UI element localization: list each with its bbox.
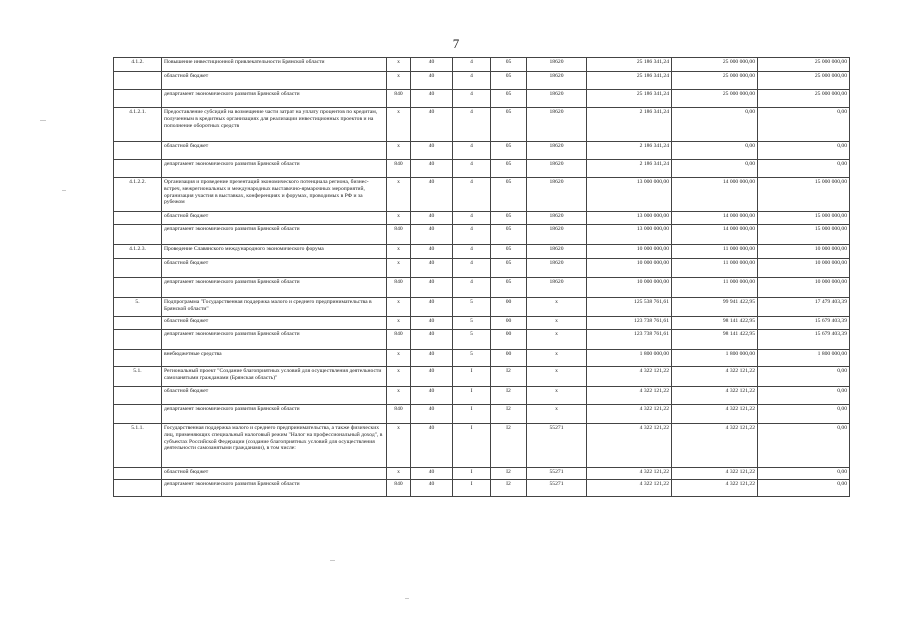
code-program: 40 [411, 424, 453, 468]
amount-year-3: 0,00 [758, 160, 850, 178]
code-direction: 18620 [527, 178, 587, 212]
code-subprogram: 4 [453, 58, 491, 72]
row-name: Подпрограмма "Государственная поддержка малого и среднего предпринимательства в Брянской области" [162, 298, 387, 317]
amount-year-3: 0,00 [758, 387, 850, 405]
amount-year-1: 10 000 000,00 [587, 278, 672, 298]
amount-year-1: 10 000 000,00 [587, 245, 672, 259]
code-program: 40 [411, 367, 453, 387]
scan-mark [62, 190, 66, 191]
row-name: областной бюджет [162, 72, 387, 90]
amount-year-1: 123 738 761,61 [587, 330, 672, 350]
row-name: Региональный проект "Создание благоприятных условий для осуществления деятельности самозанятыми гражданами (Брянская область)" [162, 367, 387, 387]
code-event: 05 [491, 178, 527, 212]
code-event: 05 [491, 259, 527, 278]
amount-year-3: 0,00 [758, 405, 850, 424]
code-program: 40 [411, 245, 453, 259]
code-program: 40 [411, 468, 453, 480]
code-direction: 18620 [527, 90, 587, 108]
amount-year-3: 10 000 000,00 [758, 278, 850, 298]
amount-year-1: 4 322 121,22 [587, 367, 672, 387]
code-glava: 840 [387, 330, 411, 350]
code-subprogram: 5 [453, 330, 491, 350]
code-event: 05 [491, 108, 527, 142]
amount-year-3: 15 000 000,00 [758, 212, 850, 225]
code-program: 40 [411, 259, 453, 278]
row-name: Повышение инвестиционной привлекательности Брянской области [162, 58, 387, 72]
amount-year-1: 13 000 000,00 [587, 178, 672, 212]
code-glava: 840 [387, 225, 411, 245]
table-row [114, 387, 850, 405]
amount-year-1: 2 186 341,24 [587, 142, 672, 160]
code-glava: х [387, 317, 411, 330]
amount-year-1: 25 186 341,24 [587, 72, 672, 90]
code-subprogram: 4 [453, 278, 491, 298]
code-glava: х [387, 468, 411, 480]
row-name: департамент экономического развития Брянской области [162, 160, 387, 178]
table-row [114, 259, 850, 278]
code-subprogram: 5 [453, 317, 491, 330]
row-name: областной бюджет [162, 212, 387, 225]
row-number [114, 330, 162, 350]
code-direction: 55271 [527, 424, 587, 468]
amount-year-3: 15 679 403,39 [758, 317, 850, 330]
row-number [114, 387, 162, 405]
table-row [114, 72, 850, 90]
budget-table [113, 57, 850, 497]
amount-year-2: 98 141 422,95 [672, 330, 758, 350]
amount-year-1: 25 186 341,24 [587, 90, 672, 108]
amount-year-2: 1 800 000,00 [672, 350, 758, 367]
amount-year-2: 25 000 000,00 [672, 58, 758, 72]
table-row [114, 212, 850, 225]
code-direction: х [527, 405, 587, 424]
code-subprogram: I [453, 405, 491, 424]
amount-year-1: 1 800 000,00 [587, 350, 672, 367]
amount-year-3: 10 000 000,00 [758, 259, 850, 278]
table-row [114, 468, 850, 480]
row-number [114, 160, 162, 178]
row-number [114, 480, 162, 497]
amount-year-2: 0,00 [672, 142, 758, 160]
code-direction: 18620 [527, 278, 587, 298]
amount-year-1: 2 186 341,24 [587, 108, 672, 142]
code-subprogram: 4 [453, 108, 491, 142]
code-subprogram: I [453, 424, 491, 468]
code-direction: х [527, 367, 587, 387]
row-name: департамент экономического развития Брянской области [162, 225, 387, 245]
row-name: департамент экономического развития Брянской области [162, 405, 387, 424]
row-number: 4.1.2.2. [114, 178, 162, 212]
amount-year-3: 10 000 000,00 [758, 245, 850, 259]
code-direction: х [527, 350, 587, 367]
code-event: 05 [491, 225, 527, 245]
code-event: 05 [491, 58, 527, 72]
code-direction: 18620 [527, 72, 587, 90]
code-event: 00 [491, 350, 527, 367]
code-event: 05 [491, 278, 527, 298]
code-glava: х [387, 259, 411, 278]
table-row [114, 108, 850, 142]
code-event: 05 [491, 245, 527, 259]
code-program: 40 [411, 317, 453, 330]
code-direction: 18620 [527, 245, 587, 259]
row-name: Проведение Славянского международного экономического форума [162, 245, 387, 259]
amount-year-1: 4 322 121,22 [587, 468, 672, 480]
code-event: 00 [491, 330, 527, 350]
code-program: 40 [411, 90, 453, 108]
row-name: департамент экономического развития Брянской области [162, 278, 387, 298]
table-row [114, 90, 850, 108]
code-event: 05 [491, 212, 527, 225]
amount-year-1: 125 538 761,61 [587, 298, 672, 317]
code-subprogram: 4 [453, 212, 491, 225]
row-name: департамент экономического развития Брянской области [162, 480, 387, 497]
code-event: I2 [491, 468, 527, 480]
amount-year-3: 15 000 000,00 [758, 225, 850, 245]
code-glava: х [387, 387, 411, 405]
amount-year-2: 4 322 121,22 [672, 468, 758, 480]
code-direction: х [527, 330, 587, 350]
code-direction: 18620 [527, 108, 587, 142]
code-direction: 18620 [527, 142, 587, 160]
row-number [114, 405, 162, 424]
amount-year-2: 4 322 121,22 [672, 424, 758, 468]
amount-year-2: 11 000 000,00 [672, 259, 758, 278]
code-program: 40 [411, 405, 453, 424]
table-row [114, 330, 850, 350]
code-event: I2 [491, 424, 527, 468]
code-event: 05 [491, 90, 527, 108]
amount-year-1: 13 000 000,00 [587, 225, 672, 245]
amount-year-1: 123 738 761,61 [587, 317, 672, 330]
amount-year-3: 25 000 000,00 [758, 58, 850, 72]
scan-mark [40, 120, 46, 121]
table-row [114, 278, 850, 298]
code-program: 40 [411, 178, 453, 212]
row-number: 4.1.2.3. [114, 245, 162, 259]
row-number: 4.1.2. [114, 58, 162, 72]
code-event: I2 [491, 387, 527, 405]
code-program: 40 [411, 350, 453, 367]
code-program: 40 [411, 108, 453, 142]
code-subprogram: I [453, 367, 491, 387]
amount-year-1: 4 322 121,22 [587, 480, 672, 497]
code-glava: х [387, 245, 411, 259]
code-program: 40 [411, 330, 453, 350]
amount-year-1: 13 000 000,00 [587, 212, 672, 225]
code-glava: х [387, 58, 411, 72]
table-row [114, 58, 850, 72]
amount-year-3: 25 000 000,00 [758, 90, 850, 108]
row-number [114, 278, 162, 298]
code-glava: х [387, 212, 411, 225]
code-direction: 55271 [527, 468, 587, 480]
code-program: 40 [411, 387, 453, 405]
code-subprogram: 4 [453, 259, 491, 278]
amount-year-3: 1 800 000,00 [758, 350, 850, 367]
row-number: 5.1.1. [114, 424, 162, 468]
amount-year-2: 0,00 [672, 108, 758, 142]
amount-year-3: 15 679 403,39 [758, 330, 850, 350]
table-row [114, 350, 850, 367]
code-direction: 18620 [527, 212, 587, 225]
code-glava: 840 [387, 480, 411, 497]
amount-year-2: 11 000 000,00 [672, 278, 758, 298]
table-row [114, 405, 850, 424]
amount-year-2: 4 322 121,22 [672, 367, 758, 387]
code-subprogram: I [453, 468, 491, 480]
amount-year-2: 4 322 121,22 [672, 387, 758, 405]
amount-year-3: 25 000 000,00 [758, 72, 850, 90]
amount-year-1: 2 186 341,24 [587, 160, 672, 178]
amount-year-1: 25 186 341,24 [587, 58, 672, 72]
amount-year-3: 0,00 [758, 480, 850, 497]
amount-year-2: 99 941 422,95 [672, 298, 758, 317]
code-glava: 840 [387, 405, 411, 424]
row-number [114, 468, 162, 480]
code-event: 05 [491, 160, 527, 178]
amount-year-2: 25 000 000,00 [672, 90, 758, 108]
code-direction: х [527, 317, 587, 330]
table-row [114, 245, 850, 259]
code-direction: 18620 [527, 58, 587, 72]
table-row [114, 298, 850, 317]
scan-mark [330, 560, 335, 561]
code-subprogram: 4 [453, 245, 491, 259]
code-program: 40 [411, 160, 453, 178]
row-name: областной бюджет [162, 468, 387, 480]
code-glava: х [387, 178, 411, 212]
code-program: 40 [411, 58, 453, 72]
amount-year-1: 4 322 121,22 [587, 424, 672, 468]
code-glava: 840 [387, 90, 411, 108]
amount-year-2: 25 000 000,00 [672, 72, 758, 90]
row-name: Организация и проведение презентаций экономического потенциала региона, бизнес-встреч, межрегиональных и международных выставочно-ярмарочных мероприятий, организация участия в выставках, конференциях и форумах, проводимых в РФ и за рубежом [162, 178, 387, 212]
table-row [114, 424, 850, 468]
code-program: 40 [411, 480, 453, 497]
amount-year-3: 15 000 000,00 [758, 178, 850, 212]
row-number [114, 317, 162, 330]
row-name: департамент экономического развития Брянской области [162, 330, 387, 350]
amount-year-3: 0,00 [758, 424, 850, 468]
code-program: 40 [411, 72, 453, 90]
code-glava: х [387, 298, 411, 317]
row-number [114, 259, 162, 278]
amount-year-2: 14 000 000,00 [672, 178, 758, 212]
code-subprogram: 4 [453, 178, 491, 212]
code-subprogram: I [453, 480, 491, 497]
code-subprogram: 4 [453, 160, 491, 178]
amount-year-2: 14 000 000,00 [672, 212, 758, 225]
code-program: 40 [411, 278, 453, 298]
code-event: 05 [491, 142, 527, 160]
amount-year-3: 0,00 [758, 367, 850, 387]
amount-year-2: 4 322 121,22 [672, 405, 758, 424]
code-subprogram: 5 [453, 298, 491, 317]
amount-year-2: 4 322 121,22 [672, 480, 758, 497]
row-name: областной бюджет [162, 317, 387, 330]
amount-year-2: 0,00 [672, 160, 758, 178]
amount-year-3: 17 479 403,39 [758, 298, 850, 317]
row-name: Предоставление субсидий на возмещение части затрат на уплату процентов по кредитам, полученным в кредитных организациях для реализации инвестиционных проектов и на пополнение оборотных средств [162, 108, 387, 142]
table-row [114, 160, 850, 178]
row-number [114, 72, 162, 90]
amount-year-1: 10 000 000,00 [587, 259, 672, 278]
code-subprogram: 5 [453, 350, 491, 367]
code-direction: 55271 [527, 480, 587, 497]
code-direction: х [527, 298, 587, 317]
row-number [114, 142, 162, 160]
row-number: 5. [114, 298, 162, 317]
amount-year-2: 11 000 000,00 [672, 245, 758, 259]
code-subprogram: 4 [453, 90, 491, 108]
code-glava: х [387, 350, 411, 367]
code-direction: 18620 [527, 160, 587, 178]
amount-year-1: 4 322 121,22 [587, 405, 672, 424]
code-event: 00 [491, 317, 527, 330]
amount-year-2: 14 000 000,00 [672, 225, 758, 245]
code-subprogram: 4 [453, 225, 491, 245]
row-name: областной бюджет [162, 259, 387, 278]
row-number [114, 90, 162, 108]
code-event: I2 [491, 480, 527, 497]
table-row [114, 317, 850, 330]
code-subprogram: I [453, 387, 491, 405]
code-glava: 840 [387, 278, 411, 298]
code-program: 40 [411, 225, 453, 245]
row-name: департамент экономического развития Брянской области [162, 90, 387, 108]
code-event: 05 [491, 72, 527, 90]
row-name: Государственная поддержка малого и среднего предпринимательства, а также физических лиц, применяющих специальный налоговый режим "Налог на профессиональный доход", в субъектах Российской Федерации (создание благоприятных условий для осуществления деятельности самозанятыми гражданами), в том числе: [162, 424, 387, 468]
row-name: областной бюджет [162, 387, 387, 405]
table-row [114, 480, 850, 497]
code-glava: х [387, 424, 411, 468]
table-row [114, 178, 850, 212]
page-number: 7 [452, 36, 460, 51]
amount-year-1: 4 322 121,22 [587, 387, 672, 405]
row-number: 5.1. [114, 367, 162, 387]
code-direction: 18620 [527, 259, 587, 278]
code-subprogram: 4 [453, 72, 491, 90]
code-event: I2 [491, 367, 527, 387]
amount-year-3: 0,00 [758, 142, 850, 160]
code-program: 40 [411, 212, 453, 225]
code-event: I2 [491, 405, 527, 424]
code-glava: х [387, 72, 411, 90]
amount-year-3: 0,00 [758, 468, 850, 480]
row-number [114, 350, 162, 367]
row-number [114, 212, 162, 225]
table-row [114, 367, 850, 387]
code-glava: х [387, 142, 411, 160]
amount-year-3: 0,00 [758, 108, 850, 142]
code-event: 00 [491, 298, 527, 317]
table-row [114, 142, 850, 160]
amount-year-2: 98 141 422,95 [672, 317, 758, 330]
code-glava: х [387, 367, 411, 387]
code-direction: х [527, 387, 587, 405]
code-glava: х [387, 108, 411, 142]
table-row [114, 225, 850, 245]
row-name: областной бюджет [162, 142, 387, 160]
row-number: 4.1.2.1. [114, 108, 162, 142]
code-program: 40 [411, 142, 453, 160]
code-direction: 18620 [527, 225, 587, 245]
code-glava: 840 [387, 160, 411, 178]
row-name: внебюджетные средства [162, 350, 387, 367]
row-number [114, 225, 162, 245]
code-program: 40 [411, 298, 453, 317]
scan-mark [405, 598, 409, 599]
code-subprogram: 4 [453, 142, 491, 160]
